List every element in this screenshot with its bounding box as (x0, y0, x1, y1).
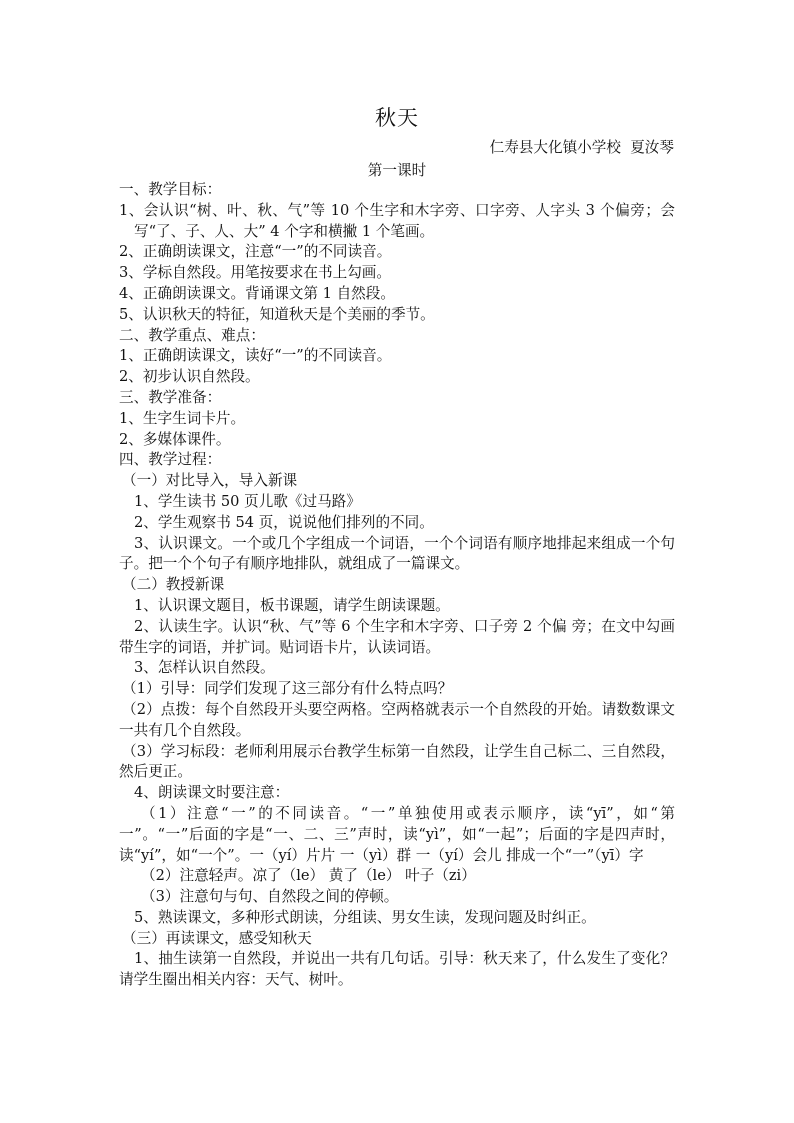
paragraph: 2、初步认识自然段。 (119, 368, 260, 386)
paragraph: （2）点拨：每个自然段开头要空两格。空两格就表示一个自然段的开始。请数数课文一共有几个自然段。 (119, 700, 675, 739)
paragraph: （3）学习标段：老师利用展示台教学生标第一自然段，让学生自己标二、三自然段，然后更正。 (119, 742, 675, 781)
paragraph: 4、正确朗读课文。背诵课文第 1 自然段。 (119, 284, 395, 302)
paragraph: （3）注意句与句、自然段之间的停顿。 (141, 888, 399, 906)
document-title: 秋天 (375, 106, 419, 130)
paragraph: （1）引导：同学们发现了这三部分有什么特点吗？ (122, 680, 453, 698)
subsection-heading: （一）对比导入，导入新课 (122, 472, 298, 490)
paragraph: 1、学生读书 50 页儿歌《过马路》 (134, 492, 361, 510)
paragraph: 1、正确朗读课文，读好“一”的不同读音。 (119, 347, 392, 365)
paragraph: 1、抽生读第一自然段，并说出一共有几句话。引导：秋天来了，什么发生了变化？ 请学生圈出相关内容：天气、树叶。 (119, 950, 675, 989)
paragraph: 1、会认识“树、叶、秋、气”等 10 个生字和木字旁、口字旁、人字头 3 个偏旁；会写“了、子、人、大” 4 个字和横撇 1 个笔画。 (119, 201, 675, 240)
section-heading: 四、教学过程： (119, 451, 222, 469)
section-heading: 一、教学目标： (119, 181, 222, 198)
paragraph: 3、学标自然段。用笔按要求在书上勾画。 (119, 264, 391, 282)
author-line: 仁寿县大化镇小学校 夏汝琴 (489, 139, 674, 156)
paragraph: 2、多媒体课件。 (119, 430, 231, 448)
subsection-heading: （三）再读课文，感受知秋天 (122, 929, 312, 947)
section-heading: 二、教学重点、难点： (119, 326, 265, 344)
lesson-heading: 第一课时 (367, 162, 427, 179)
paragraph: 2、正确朗读课文，注意“一”的不同读音。 (119, 243, 392, 261)
document-body (119, 180, 675, 991)
paragraph: 5、认识秋天的特征，知道秋天是个美丽的季节。 (119, 305, 435, 323)
paragraph: 1、认识课文题目，板书课题，请学生朗读课题。 (134, 596, 450, 614)
paragraph: 3、认识课文。一个或几个字组成一个词语，一个个词语有顺序地排起来组成一个句子。把一个个句子有顺序地排队，就组成了一篇课文。 (119, 534, 675, 573)
paragraph: 2、认读生字。认识“秋、气”等 6 个生字和木字旁、口子旁 2 个偏 旁；在文中勾画带生字的词语，并扩词。贴词语卡片，认读词语。 (119, 617, 675, 656)
paragraph: 1、生字生词卡片。 (119, 409, 246, 427)
paragraph: 3、怎样认识自然段。 (134, 659, 275, 677)
subsection-heading: （二）教授新课 (122, 576, 225, 594)
paragraph: 5、熟读课文，多种形式朗读，分组读、男女生读，发现问题及时纠正。 (134, 908, 596, 926)
paragraph: 4、朗读课文时要注意： (134, 784, 290, 802)
section-heading: 三、教学准备： (119, 388, 222, 406)
paragraph: （2）注意轻声。凉了（le） 黄了（le） 叶子（zi） (141, 867, 476, 885)
paragraph: 2、学生观察书 54 页，说说他们排列的不同。 (134, 513, 434, 531)
paragraph: （1）注意“一”的不同读音。“一”单独使用或表示顺序，读“yī”，如“第一”。“一”后面的字是“一、二、三”声时，读“yì”，如“一起”；后面的字是四声时，读“yí”，如“一个”。一（yí）片片 一（yì）群 一（yí）会儿 排成一个“一”（yī）字 (119, 804, 675, 864)
